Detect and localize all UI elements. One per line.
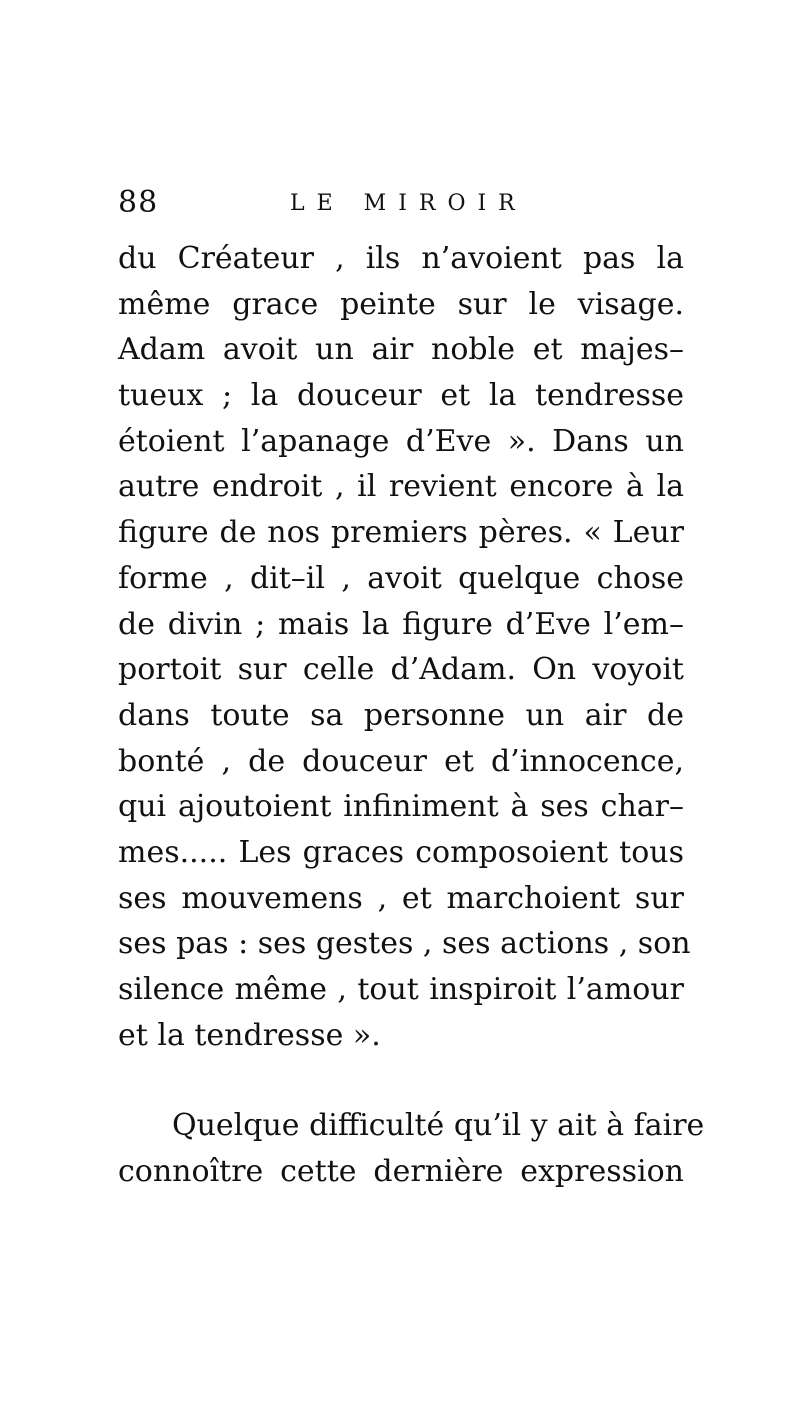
text-line: tueux ; la douceur et la tendresse <box>118 378 684 414</box>
paragraph-spacer <box>118 1058 684 1103</box>
page-header <box>118 183 678 223</box>
text-line: figure de nos premiers pères. « Leur <box>118 515 684 551</box>
text-line: ses pas : ses gestes , ses actions , son <box>118 926 691 962</box>
page-body <box>118 236 705 1195</box>
text-line: du Créateur , ils n’avoient pas la <box>118 241 684 276</box>
text-line: dans toute sa personne un air de <box>118 697 684 733</box>
text-line: Adam avoit un air noble et majes– <box>118 332 684 368</box>
text-line: connoître cette dernière expression <box>118 1154 684 1190</box>
paragraph-continuation <box>118 236 691 1058</box>
text-line: et la tendresse ». <box>118 1017 381 1053</box>
text-line: même grace peinte sur le visage. <box>118 286 684 322</box>
text-line: de divin ; mais la figure d’Eve l’em– <box>118 606 684 642</box>
text-line: qui ajoutoient infiniment à ses char– <box>118 789 684 825</box>
text-line: portoit sur celle d’Adam. On voyoit <box>118 652 684 688</box>
paragraph-new <box>118 1103 705 1194</box>
text-line: Quelque difficulté qu’il y ait à faire <box>172 1108 705 1144</box>
text-line: silence même , tout inspiroit l’amour <box>118 972 684 1007</box>
text-line: forme , dit–il , avoit quelque chose <box>118 560 684 596</box>
text-line: bonté , de douceur et d’innocence, <box>118 743 684 779</box>
text-line: autre endroit , il revient encore à la <box>118 469 684 505</box>
text-line: ses mouvemens , et marchoient sur <box>118 880 684 916</box>
text-line: mes..... Les graces composoient tous <box>118 834 684 870</box>
running-title: LE MIROIR <box>290 191 527 216</box>
text-line: étoient l’apanage d’Eve ». Dans un <box>118 423 684 459</box>
page-number: 88 <box>118 185 159 220</box>
